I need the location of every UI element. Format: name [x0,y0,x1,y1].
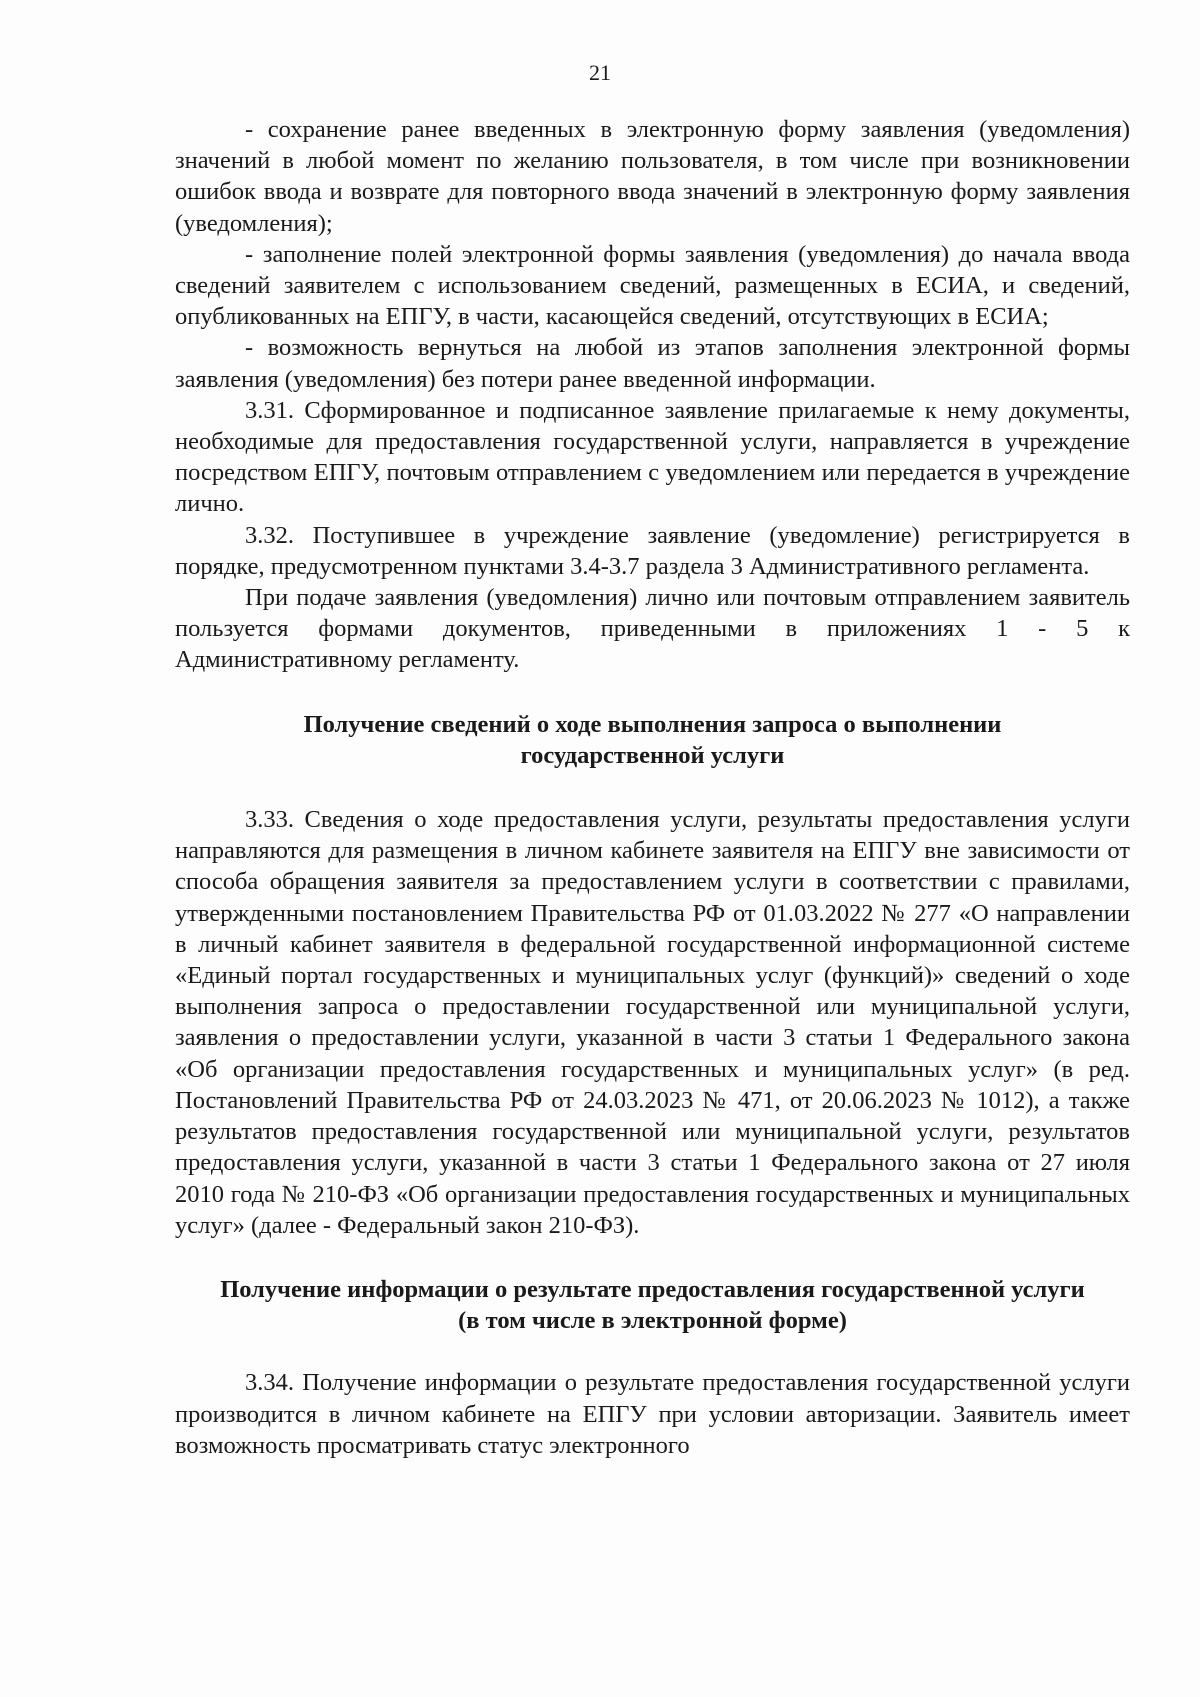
spacer [175,676,1130,709]
spacer [175,1336,1130,1367]
spacer [175,1241,1130,1274]
document-body [175,114,1130,1461]
paragraph-3-32: 3.32. Поступившее в учреждение заявление (уведомление) регистрируется в порядке, предусмотренном пунктами 3.4-3.7 раздела 3 Административного регламента. [175,521,1130,580]
paragraph-fill-fields: - заполнение полей электронной формы заявления (уведомления) до начала ввода сведений заявителем с использованием сведений, размещенных в ЕСИА, и сведений, опубликованных на ЕПГУ, в части, касающейся сведений, отсутствующих в ЕСИА; [175,240,1130,331]
page-number: 21 [589,60,611,85]
paragraph-3-33: 3.33. Сведения о ходе предоставления услуги, результаты предоставления услуги направляются для размещения в личном кабинете заявителя на ЕПГУ вне зависимости от способа обращения заявителя за предоставлением услуги в соответствии с правилами, утвержденными постановлением Правительства РФ от 01.03.2022 № 277 «О направлении в личный кабинет заявителя в федеральной государственной информационной системе «Единый портал государственных и муниципальных услуг (функций)» сведений о ходе выполнения запроса о предоставлении государственной или муниципальной услуги, заявления о предоставлении услуги, указанной в части 3 статьи 1 Федерального закона «Об организации предоставления государственных и муниципальных услуг» (в ред. Постановлений Правительства РФ от 24.03.2023 № 471, от 20.06.2023 № 1012), а также результатов предоставления государственной или муниципальной услуги, результатов предоставления услуги, указанной в части 3 статьи 1 Федерального закона от 27 июля 2010 года № 210-ФЗ «Об организации предоставления государственных и муниципальных услуг» (далее - Федеральный закон 210-ФЗ). [175,806,1130,1239]
paragraph-return-to-step: - возможность вернуться на любой из этапов заполнения электронной формы заявления (уведомления) без потери ранее введенной информации. [175,334,1130,393]
spacer [175,771,1130,804]
paragraph-save-values: - сохранение ранее введенных в электронную форму заявления (уведомления) значений в любой момент по желанию пользователя, в том числе при возникновении ошибок ввода и возврате для повторного ввода значений в электронную форму заявления (уведомления); [175,116,1130,237]
section-heading-status: Получение сведений о ходе выполнения запроса о выполнении государственной услуги [303,710,1002,769]
section-heading-result: Получение информации о результате предоставления государственной услуги (в том числе в электронной форме) [220,1275,1085,1335]
paragraph-3-31: 3.31. Сформированное и подписанное заявление прилагаемые к нему документы, необходимые для предоставления государственной услуги, направляется в учреждение посредством ЕПГУ, почтовым отправлением с уведомлением или передается в учреждение лично. [175,396,1130,518]
paragraph-3-34: 3.34. Получение информации о результате предоставления государственной услуги производится в личном кабинете на ЕПГУ при условии авторизации. Заявитель имеет возможность просматривать статус электронного [175,1369,1130,1459]
paragraph-forms: При подаче заявления (уведомления) лично или почтовым отправлением заявитель пользуется формами документов, приведенными в приложениях 1 - 5 к Административному регламенту. [175,584,1130,674]
